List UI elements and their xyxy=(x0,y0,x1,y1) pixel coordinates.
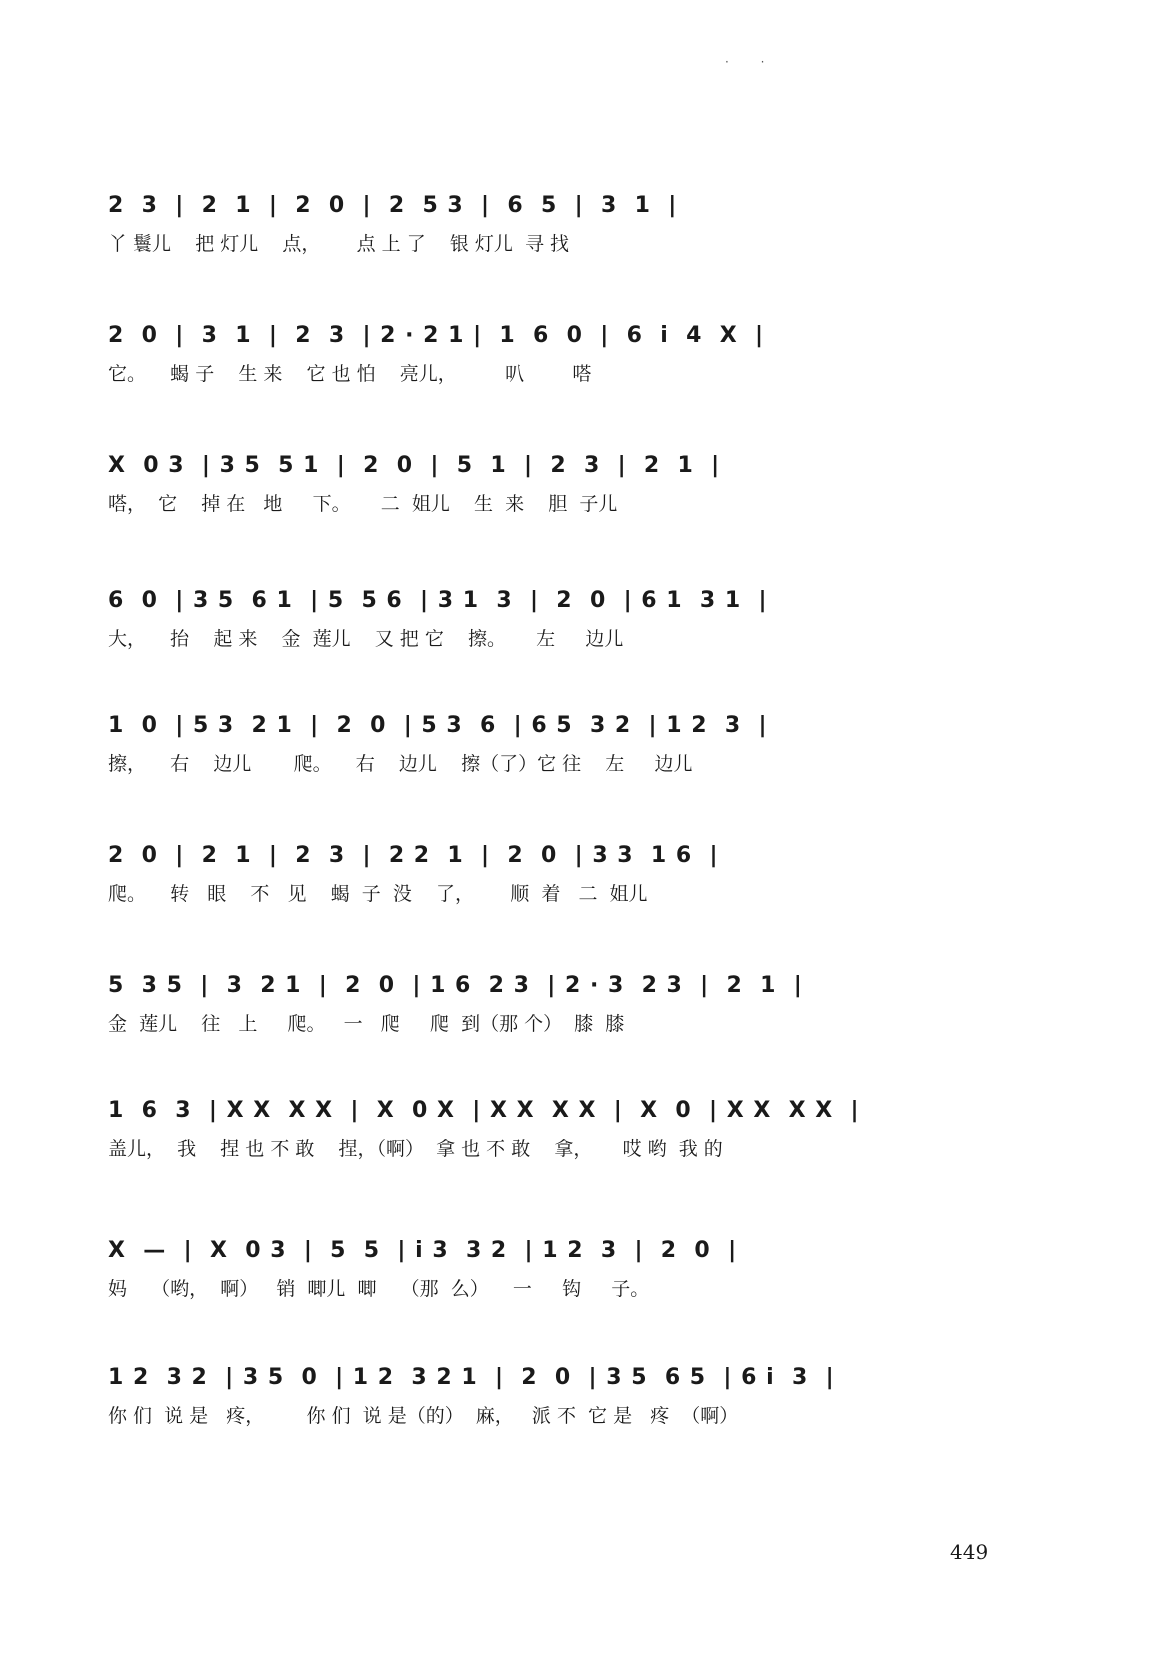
jianpu-notes: 1 0 | 5 3 2 1 | 2 0 | 5 3 6 | 6 5 3 2 | 1 2 3 | xyxy=(108,713,768,738)
score-system xyxy=(100,1352,990,1436)
jianpu-notes: 2 0 | 3 1 | 2 3 | 2 · 2 1 | 1 6 0 | 6 i 4 X | xyxy=(108,323,765,348)
lyrics-line: 你 们 说 是 疼， 你 们 说 是（的） 麻， 派 不 它 是 疼 （啊） xyxy=(108,1405,739,1427)
page-marks: · · xyxy=(725,55,779,69)
notation-line xyxy=(100,440,990,484)
lyrics-line: 它。 蝎 子 生 来 它 也 怕 亮儿， 叭 嗒 xyxy=(108,363,592,385)
page-number: 449 xyxy=(950,1540,989,1564)
score-system xyxy=(100,575,990,659)
jianpu-notes: 1 6 3 | X X X X | X 0 X | X X X X | X 0 | X X X X | xyxy=(108,1098,860,1123)
lyrics-line: 丫 鬟儿 把 灯儿 点， 点 上 了 银 灯儿 寻 找 xyxy=(108,233,570,255)
notation-line xyxy=(100,180,990,224)
lyrics-line: 嗒， 它 掉 在 地 下。 二 姐儿 生 来 胆 子儿 xyxy=(108,493,618,515)
score-system xyxy=(100,1085,990,1169)
jianpu-notes: X 0 3 | 3 5 5 1 | 2 0 | 5 1 | 2 3 | 2 1 | xyxy=(108,453,721,478)
notation-line xyxy=(100,575,990,619)
score-system xyxy=(100,1225,990,1309)
score-system xyxy=(100,700,990,784)
notation-line xyxy=(100,1225,990,1269)
jianpu-notes: X — | X 0 3 | 5 5 | i 3 3 2 | 1 2 3 | 2 0 | xyxy=(108,1238,738,1263)
score-system xyxy=(100,830,990,914)
jianpu-notes: 1 2 3 2 | 3 5 0 | 1 2 3 2 1 | 2 0 | 3 5 6 5 | 6 i 3 | xyxy=(108,1365,835,1390)
notation-line xyxy=(100,310,990,354)
score-system xyxy=(100,440,990,524)
score-system xyxy=(100,180,990,264)
lyrics-line: 妈 （哟， 啊） 销 唧儿 唧 （那 么） 一 钩 子。 xyxy=(108,1278,650,1300)
lyrics-line: 爬。 转 眼 不 见 蝎 子 没 了， 顺 着 二 姐儿 xyxy=(108,883,648,905)
lyrics-line: 金 莲儿 往 上 爬。 一 爬 爬 到（那 个） 膝 膝 xyxy=(108,1013,625,1035)
jianpu-notes: 5 3 5 | 3 2 1 | 2 0 | 1 6 2 3 | 2 · 3 2 3 | 2 1 | xyxy=(108,973,803,998)
score-system xyxy=(100,960,990,1044)
lyrics-line: 擦， 右 边儿 爬。 右 边儿 擦（了）它 往 左 边儿 xyxy=(108,753,693,775)
lyrics-line: 盖儿， 我 捏 也 不 敢 捏，（啊） 拿 也 不 敢 拿， 哎 哟 我 的 xyxy=(108,1138,723,1160)
notation-line xyxy=(100,1085,990,1129)
notation-line xyxy=(100,700,990,744)
notation-line xyxy=(100,830,990,874)
jianpu-notes: 6 0 | 3 5 6 1 | 5 5 6 | 3 1 3 | 2 0 | 6 1 3 1 | xyxy=(108,588,768,613)
notation-line xyxy=(100,1352,990,1396)
lyrics-line: 大， 抬 起 来 金 莲儿 又 把 它 擦。 左 边儿 xyxy=(108,628,624,650)
score-system xyxy=(100,310,990,394)
jianpu-notes: 2 3 | 2 1 | 2 0 | 2 5 3 | 6 5 | 3 1 | xyxy=(108,193,678,218)
notation-line xyxy=(100,960,990,1004)
jianpu-notes: 2 0 | 2 1 | 2 3 | 2 2 1 | 2 0 | 3 3 1 6 | xyxy=(108,843,719,868)
